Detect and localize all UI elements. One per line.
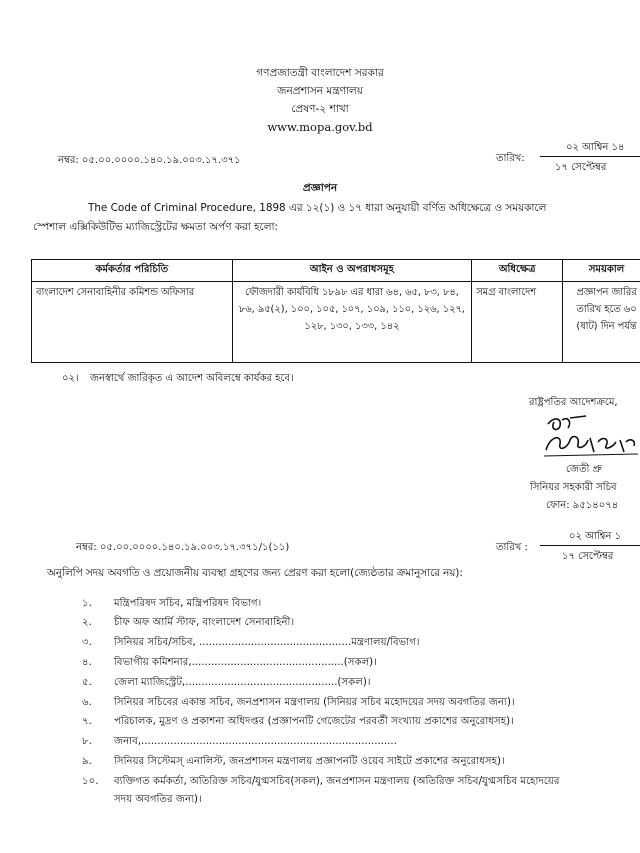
memo-number: নম্বর: ০৫.০০.০০০০.১৪০.১৯.০০৩.১৭.৩৭১	[58, 155, 241, 166]
cell-officer: বাংলাদেশ সেনাবাহিনীর কমিশন্ড অফিসার	[32, 282, 233, 363]
date-divider	[540, 156, 640, 157]
memo-2-date-bangla: ০২ আশ্বিন ১	[569, 531, 622, 542]
order-text: রাষ্ট্রপতির আদেশক্রমে,	[529, 397, 618, 408]
cell-period: প্রজ্ঞাপন জারির তারিখ হতে ৬০ (ষাট) দিন পর্যন্ত	[563, 282, 640, 363]
memo-2-date-divider	[540, 545, 640, 546]
header-jurisdiction: অধিক্ষেত্র	[472, 260, 563, 282]
memo-2-date-english: ১৭ সেপ্টেম্বর	[562, 551, 614, 562]
signature-icon	[540, 412, 640, 460]
website: www.mopa.gov.bd	[267, 120, 373, 134]
header-officer: কর্মকর্তার পরিচিতি	[32, 260, 233, 282]
date-label: তারিখ:	[496, 153, 525, 164]
branch-name: প্রেষণ-২ শাখা	[291, 103, 349, 115]
ministry-name: জনপ্রশাসন মন্ত্রণালয়	[277, 85, 363, 97]
body-line-2: স্পেশাল এক্সিকিউটিভ ম্যাজিস্ট্রেটের ক্ষমতা অর্পণ করা হলো:	[33, 221, 278, 233]
cell-jurisdiction: সমগ্র বাংলাদেশ	[472, 282, 563, 363]
memo-2-date-label: তারিখ :	[496, 542, 528, 553]
table-header-row	[32, 260, 640, 282]
signer-name: জেতী প্রু	[566, 464, 602, 475]
signer-designation: সিনিয়র সহকারী সচিব	[530, 482, 617, 493]
date-bangla: ০২ আশ্বিন ১৪	[566, 142, 625, 153]
header-period: সময়কাল	[563, 260, 640, 282]
para-2-number: ০২।	[62, 373, 79, 384]
table-row	[32, 282, 640, 363]
memo-2-number: নম্বর: ০৫.০০.০০০০.১৪০.১৯.০০৩.১৭.৩৭১/১(১১)	[76, 542, 290, 553]
header-law: আইন ও অপরাধসমূহ	[232, 260, 472, 282]
copy-intro: অনুলিপি সদয় অবগতি ও প্রয়োজনীয় ব্যবস্থা গ্রহণের জন্য প্রেরণ করা হলো(জ্যেষ্ঠতার ক্রমানুসারে নয়):	[47, 567, 463, 579]
authority-table	[31, 259, 640, 363]
gov-title: গণপ্রজাতন্ত্রী বাংলাদেশ সরকার	[256, 67, 384, 79]
date-english: ১৭ সেপ্টেম্বর	[555, 162, 607, 173]
signer-phone: ফোন: ৯৫১৪০৭৪	[546, 500, 619, 511]
notice-title: প্রজ্ঞাপন	[302, 182, 338, 194]
cell-law: ফৌজদারী কার্যবিধি ১৮৯৮ এর ধারা ৬৪, ৬৫, ৮৩, ৮৪, ৮৬, ৯৫(২), ১০০, ১০৫, ১০৭, ১০৯, ১১০, ১২৬, ১২৭, ১২৮, ১৩০, ১৩৩, ১৪২	[232, 282, 472, 363]
body-line-1: The Code of Criminal Procedure, 1898 এর ১২(১) ও ১৭ ধারা অনুযায়ী বর্ণিত অধিক্ষেত্রে ও সময়কালে	[88, 202, 547, 214]
para-2-text: জনস্বার্থে জারিকৃত এ আদেশ অবিলম্বে কার্যকর হবে।	[90, 373, 294, 384]
